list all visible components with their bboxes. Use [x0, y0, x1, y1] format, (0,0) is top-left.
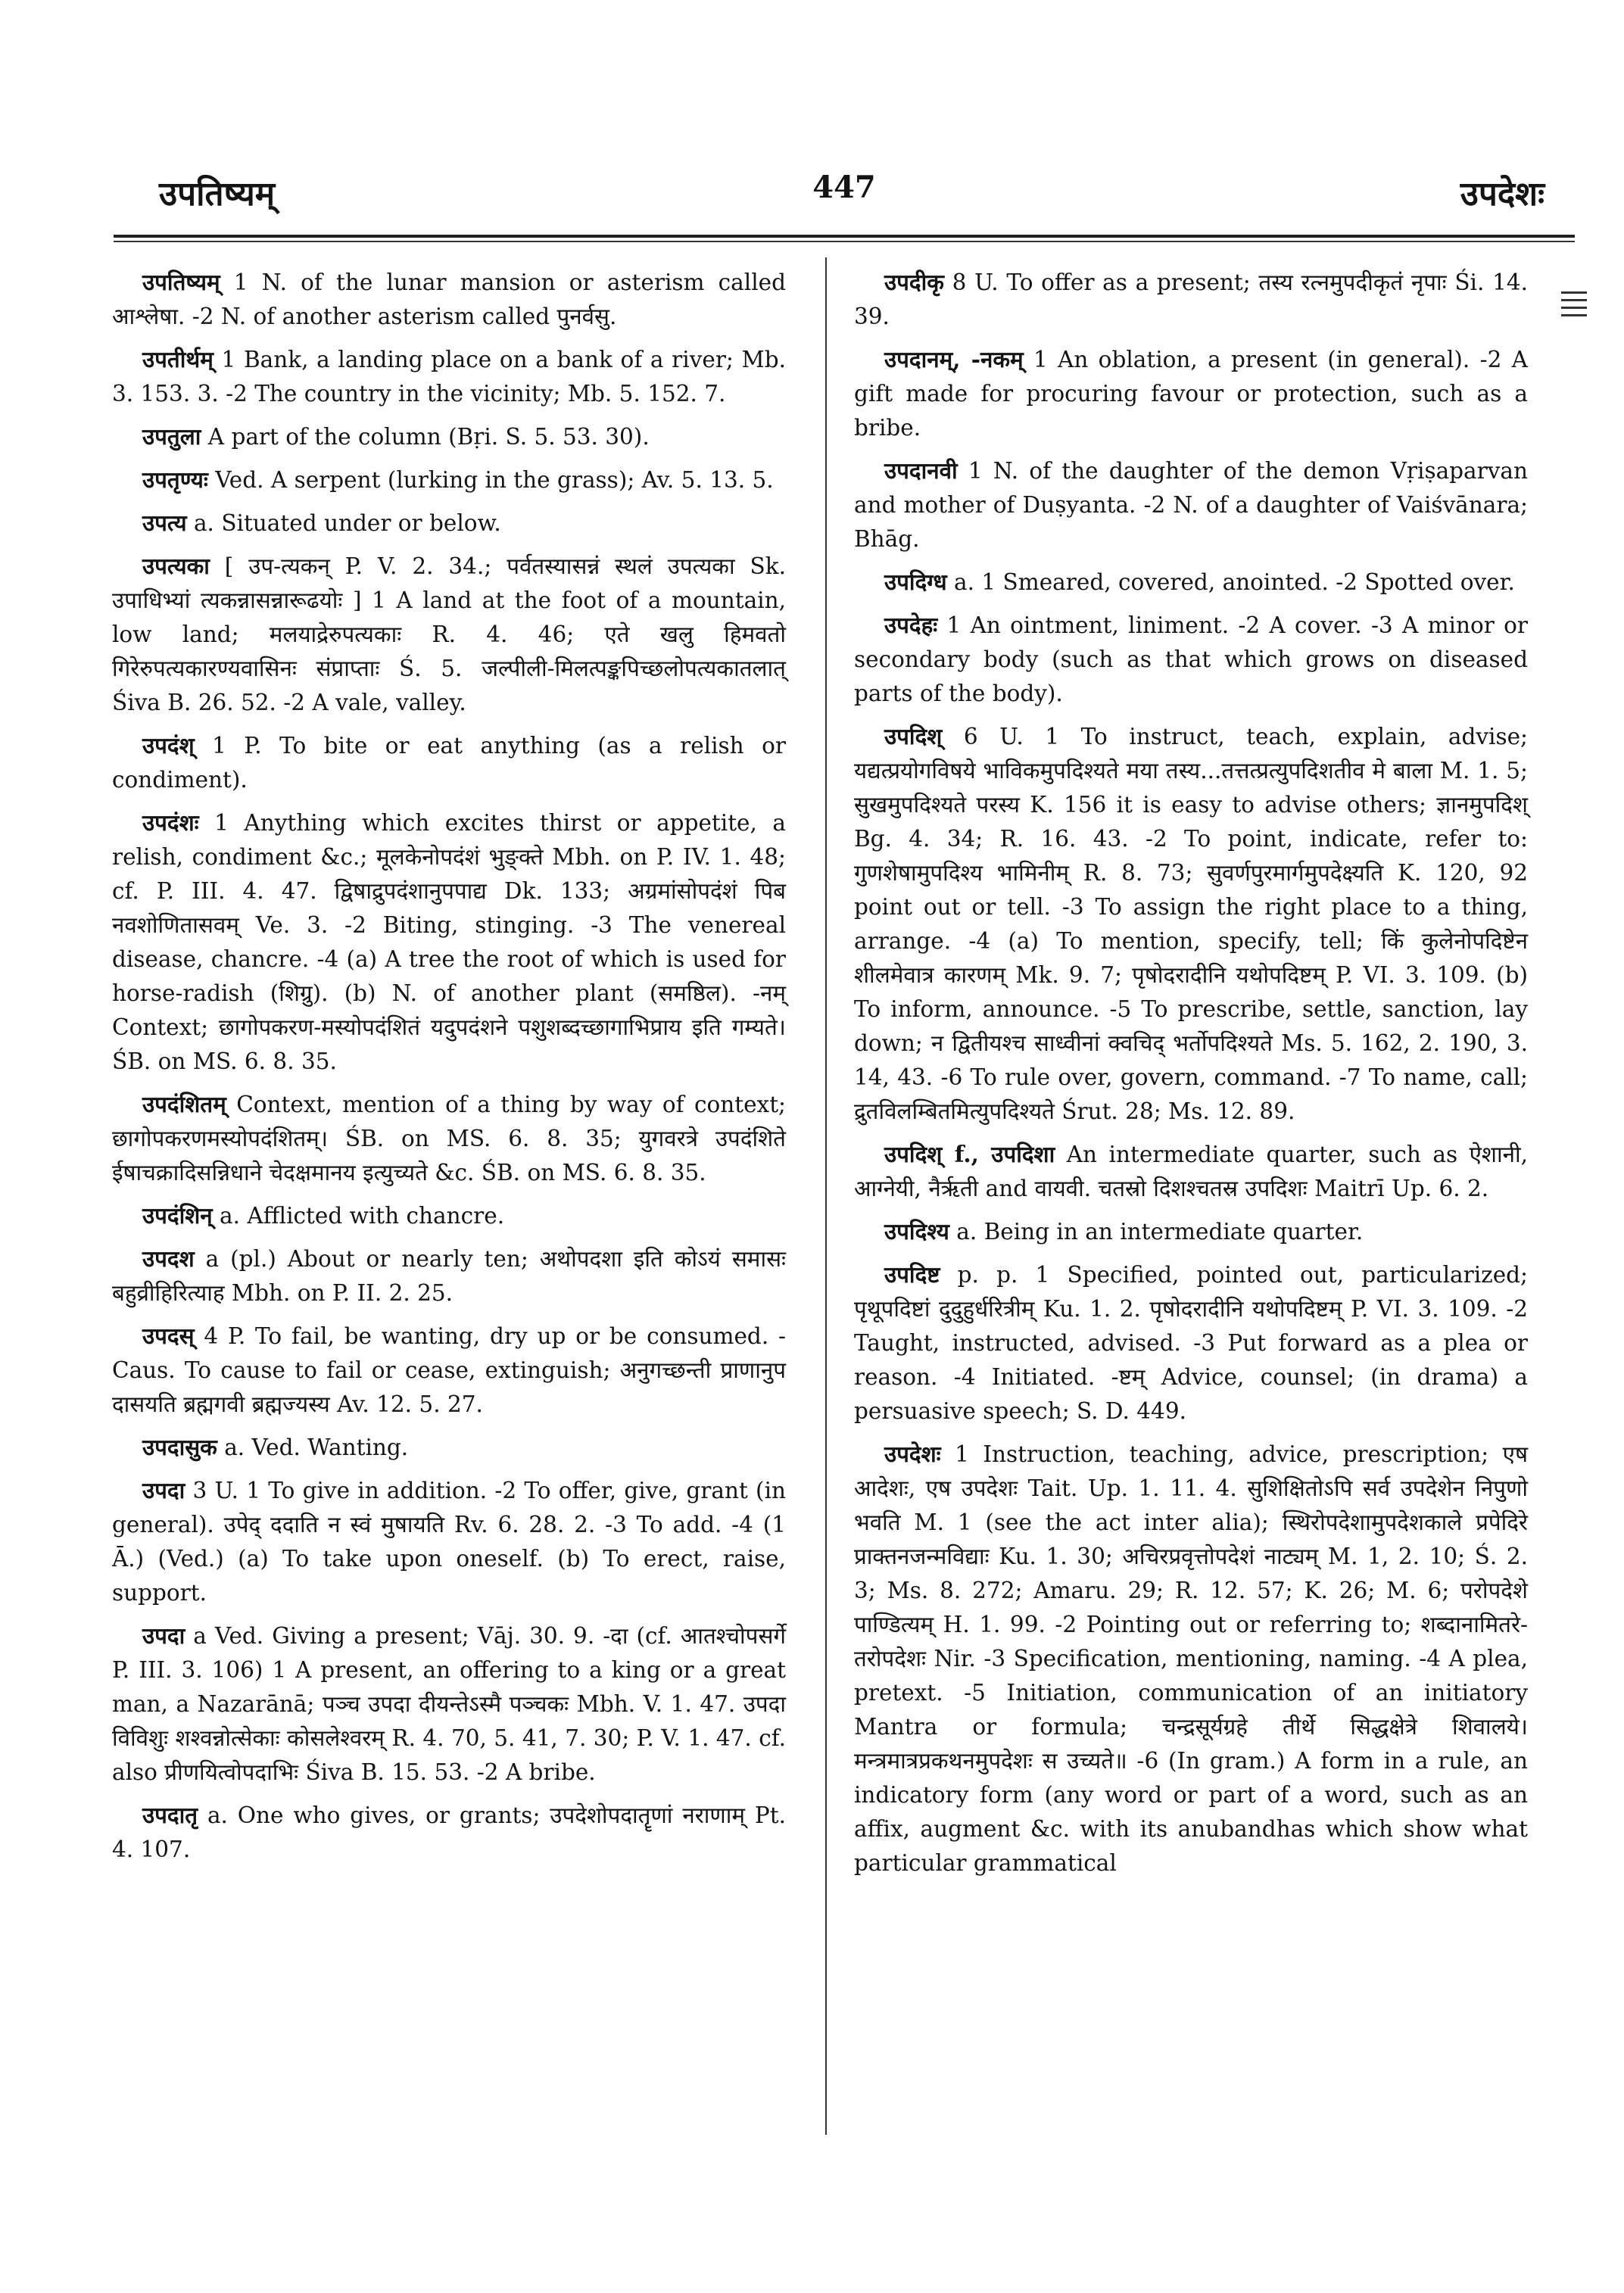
- header-rule-thick: [114, 235, 1575, 238]
- page-header: [114, 170, 1575, 230]
- dictionary-entry: [112, 419, 786, 454]
- dictionary-entry: [854, 1437, 1528, 1880]
- dictionary-entry: [112, 1242, 786, 1310]
- left-column: [112, 265, 786, 1875]
- dictionary-entry: [854, 719, 1528, 1129]
- entry-definition: An intermediate quarter, such as ऐशानी, आग्नेयी, नैर्ऋती and वायवी. चतस्रो दिशश्चतस्र उपदिशः Maitrī Up. 6. 2.: [854, 1142, 1529, 1201]
- entry-headword: उपदंश्: [142, 732, 195, 759]
- dictionary-entry: [112, 1798, 786, 1867]
- dictionary-entry: [112, 1198, 786, 1233]
- right-guide-word: उपदेशः: [1460, 175, 1545, 213]
- entry-definition: 1 Bank, a landing place on a bank of a river; Mb. 3. 153. 3. -2 The country in the vicinity; Mb. 5. 152. 7.: [112, 347, 786, 407]
- entry-headword: उपदासुक: [142, 1434, 217, 1460]
- right-column: [854, 265, 1528, 1889]
- entry-headword: उपतृण्यः: [142, 466, 208, 493]
- entry-headword: उपत्यका: [142, 553, 210, 579]
- entry-definition: 8 U. To offer as a present; तस्य रत्नमुपदीकृतं नृपाः Śi. 14. 39.: [854, 269, 1528, 329]
- entry-headword: उपदिश्य: [884, 1218, 949, 1245]
- entry-definition: 1 N. of the daughter of the demon Vṛiṣaparvan and mother of Duṣyanta. -2 N. of a daughter of Vaiśvānara; Bhāg.: [854, 458, 1528, 552]
- dictionary-entry: [854, 342, 1528, 445]
- entry-headword: उपतुला: [142, 423, 201, 450]
- entry-definition: a (pl.) About or nearly ten; अथोपदशा इति कोऽयं समासः बहुव्रीहिरित्याह Mbh. on P. II. 2. 25.: [112, 1246, 786, 1306]
- entry-headword: उपतिष्यम्: [142, 269, 220, 295]
- entry-headword: उपदा: [142, 1477, 185, 1503]
- entry-definition: p. p. 1 Specified, pointed out, particularized; पृथूपदिष्टां दुदुहुर्धरित्रीम् Ku. 1. 2. पृषोदरादीनि यथोपदिष्टम् P. VI. 3. 109. -2 Taught, instructed, advised. -3 Put forward as a plea or reason. -4 Initiated. -ष्टम् Advice, counsel; (in drama) a persuasive speech; S. D. 449.: [854, 1262, 1528, 1424]
- entry-definition: Context, mention of a thing by way of context; छागोपकरणमस्योपदंशितम्। ŚB. on MS. 6. 8. 35; युगवरत्रे उपदंशिते ईषाचक्रादिसन्निधाने चेदक्षमानय इत्युच्यते &c. ŚB. on MS. 6. 8. 35.: [112, 1092, 786, 1185]
- entry-definition: 6 U. 1 To instruct, teach, explain, advise; यद्यत्प्रयोगविषये भाविकमुपदिश्यते मया तस्य...तत्तत्प्रत्युपदिशतीव मे बाला M. 1. 5; सुखमुपदिश्यते परस्य K. 156 it is easy to advise others; ज्ञानमुपदिश् Bg. 4. 34; R. 16. 43. -2 To point, indicate, refer to: गुणशेषामुपदिश्य भामिनीम् R. 8. 73; सुवर्णपुरमार्गमुपदेक्ष्यति K. 120, 92 point out or tell. -3 To assign the right place to a thing, arrange. -4 (a) To mention, specify, tell; किं कुलेनोपदिष्टेन शीलमेवात्र कारणम् Mk. 9. 7; पृषोदरादीनि यथोपदिष्टम् P. VI. 3. 109. (b) To inform, announce. -5 To prescribe, settle, sanction, lay down; न द्वितीयश्च साध्वीनां क्वचिद् भर्तोपदिश्यते Ms. 5. 162, 2. 190, 3. 14, 43. -6 To rule over, govern, command. -7 To name, call; द्रुतविलम्बितमित्युपदिश्यते Śrut. 28; Ms. 12. 89.: [854, 724, 1528, 1124]
- dictionary-entry: [854, 1214, 1528, 1249]
- dictionary-entry: [112, 506, 786, 541]
- entry-headword: उपदातृ: [142, 1802, 198, 1828]
- entry-headword: उपदश: [142, 1245, 195, 1272]
- entry-definition: 1 Anything which excites thirst or appetite, a relish, condiment &c.; मूलकेनोपदंशं भुङ्क्ते Mbh. on P. IV. 1. 48; cf. P. III. 4. 47. द्विषाद्रुपदंशानुपपाद्य Dk. 133; अग्रमांसोपदंशं पिब नवशोणितासवम् Ve. 3. -2 Biting, stinging. -3 The venereal disease, chancre. -4 (a) A tree the root of which is used for horse-radish (शिग्रु). (b) N. of another plant (समष्ठिल). -नम् Context; छागोपकरण-मस्योपदंशितं यदुपदंशने पशुशब्दच्छागाभिप्राय इति गम्यते। ŚB. on MS. 6. 8. 35.: [112, 810, 786, 1074]
- entry-headword: उपदिग्ध: [884, 569, 947, 595]
- entry-definition: a. One who gives, or grants; उपदेशोपदातॄणां नराणाम् Pt. 4. 107.: [112, 1802, 786, 1862]
- dictionary-entry: [112, 265, 786, 334]
- entry-definition: a. Ved. Wanting.: [217, 1435, 409, 1460]
- entry-definition: a. 1 Smeared, covered, anointed. -2 Spotted over.: [946, 569, 1515, 595]
- header-rule-thin: [114, 241, 1575, 242]
- entry-definition: Ved. A serpent (lurking in the grass); Av. 5. 13. 5.: [207, 467, 774, 493]
- dictionary-entry: [112, 1430, 786, 1465]
- dictionary-entry: [112, 805, 786, 1079]
- margin-marks: [1561, 291, 1587, 328]
- page-number: 447: [812, 170, 876, 205]
- entry-headword: उपदानम्, -नकम्: [884, 346, 1024, 372]
- dictionary-entry: [112, 342, 786, 411]
- dictionary-entry: [854, 453, 1528, 556]
- column-divider: [825, 257, 827, 2135]
- entry-definition: a. Afflicted with chancre.: [212, 1203, 505, 1229]
- entry-definition: a. Situated under or below.: [186, 510, 501, 536]
- left-guide-word: उपतिष्यम्: [159, 175, 276, 213]
- entry-headword: उपदेहः: [884, 612, 938, 638]
- entry-definition: A part of the column (Bṛi. S. 5. 53. 30).: [201, 424, 650, 450]
- entry-definition: 1 P. To bite or eat anything (as a relish or condiment).: [112, 733, 786, 793]
- entry-headword: उपदिश् f., उपदिशा: [884, 1141, 1055, 1167]
- entry-headword: उपदिश्: [884, 723, 943, 749]
- entry-headword: उपदा: [142, 1622, 185, 1649]
- dictionary-entry: [112, 728, 786, 797]
- entry-headword: उपदेशः: [884, 1441, 941, 1467]
- entry-headword: उपतीर्थम्: [142, 346, 214, 372]
- dictionary-entry: [854, 1137, 1528, 1206]
- entry-definition: [ उप-त्यकन् P. V. 2. 34.; पर्वतस्यासन्नं स्थलं उपत्यका Sk. उपाधिभ्यां त्यकन्नासन्नारूढयोः ] 1 A land at the foot of a mountain, low land; मलयाद्रेरुपत्यकाः R. 4. 46; एते खलु हिमवतो गिरेरुपत्यकारण्यवासिनः संप्राप्ताः Ś. 5. जल्पीली-मिलत्पङ्कपिच्छलोपत्यकातलात् Śiva B. 26. 52. -2 A vale, valley.: [112, 553, 786, 715]
- entry-definition: 1 Instruction, teaching, advice, prescription; एष आदेशः, एष उपदेशः Tait. Up. 1. 11. 4. सुशिक्षितोऽपि सर्व उपदेशेन निपुणो भवति M. 1 (see the act inter alia); स्थिरोपदेशामुपदेशकाले प्रपेदिरे प्राक्तनजन्मविद्याः Ku. 1. 30; अचिरप्रवृत्तोपदेशं नाट्यम् M. 1, 2. 10; Ś. 2. 3; Ms. 8. 272; Amaru. 29; R. 12. 57; K. 26; M. 6; परोपदेशे पाण्डित्यम् H. 1. 99. -2 Pointing out or referring to; शब्दानामितरे-तरोपदेशः Nir. -3 Specification, mentioning, naming. -4 A plea, pretext. -5 Initiation, communication of an initiatory Mantra or formula; चन्द्रसूर्यग्रहे तीर्थे सिद्धक्षेत्रे शिवालये। मन्त्रमात्रप्रकथनमुपदेशः स उच्यते॥ -6 (In gram.) A form in a rule, an indicatory form (any word or part of a word, such as an affix, augment &c. with its anubandhas which show what particular grammatical: [854, 1441, 1528, 1876]
- entry-headword: उपदंशितम्: [142, 1091, 226, 1117]
- entry-headword: उपदानवी: [884, 457, 958, 484]
- dictionary-entry: [854, 565, 1528, 600]
- dictionary-entry: [112, 1087, 786, 1190]
- entry-headword: उपदस्: [142, 1323, 195, 1349]
- dictionary-entry: [112, 463, 786, 497]
- entry-headword: उपदंशः: [142, 809, 199, 836]
- dictionary-entry: [112, 1319, 786, 1422]
- entry-definition: 1 An ointment, liniment. -2 A cover. -3 A minor or secondary body (such as that which grows on diseased parts of the body).: [854, 612, 1528, 706]
- entry-definition: a. Being in an intermediate quarter.: [949, 1219, 1364, 1245]
- entry-headword: उपदिष्ट: [884, 1261, 940, 1288]
- entry-definition: 4 P. To fail, be wanting, dry up or be consumed. -Caus. To cause to fail or cease, extinguish; अनुगच्छन्ती प्राणानुप दासयति ब्रह्मगवी ब्रह्मज्यस्य Av. 12. 5. 27.: [112, 1323, 786, 1417]
- dictionary-entry: [112, 1618, 786, 1790]
- dictionary-entry: [854, 1257, 1528, 1428]
- entry-headword: उपत्य: [142, 509, 187, 536]
- entry-definition: 1 An oblation, a present (in general). -2 A gift made for procuring favour or protection, such as a bribe.: [854, 347, 1528, 441]
- dictionary-entry: [112, 549, 786, 720]
- entry-definition: 3 U. 1 To give in addition. -2 To offer, give, grant (in general). उपेद् ददाति न स्वं मुषायति Rv. 6. 28. 2. -3 To add. -4 (1 Ā.) (Ved.) (a) To take upon oneself. (b) To erect, raise, support.: [112, 1478, 786, 1606]
- dictionary-entry: [854, 608, 1528, 711]
- entry-definition: 1 N. of the lunar mansion or asterism called आश्लेषा. -2 N. of another asterism called पुनर्वसु.: [112, 269, 786, 329]
- entry-definition: a Ved. Giving a present; Vāj. 30. 9. -दा (cf. आतश्चोपसर्गे P. III. 3. 106) 1 A present, an offering to a king or a great man, a Nazarānā; पञ्च उपदा दीयन्तेऽस्मै पञ्चकः Mbh. V. 1. 47. उपदा विविशुः शश्वन्नोत्सेकाः कोसलेश्वरम् R. 4. 70, 5. 41, 7. 30; P. V. 1. 47. cf. also प्रीणयित्वोपदाभिः Śiva B. 15. 53. -2 A bribe.: [112, 1623, 786, 1785]
- dictionary-entry: [112, 1473, 786, 1610]
- entry-headword: उपदंशिन्: [142, 1202, 213, 1229]
- entry-headword: उपदीकृ: [884, 269, 944, 295]
- dictionary-entry: [854, 265, 1528, 334]
